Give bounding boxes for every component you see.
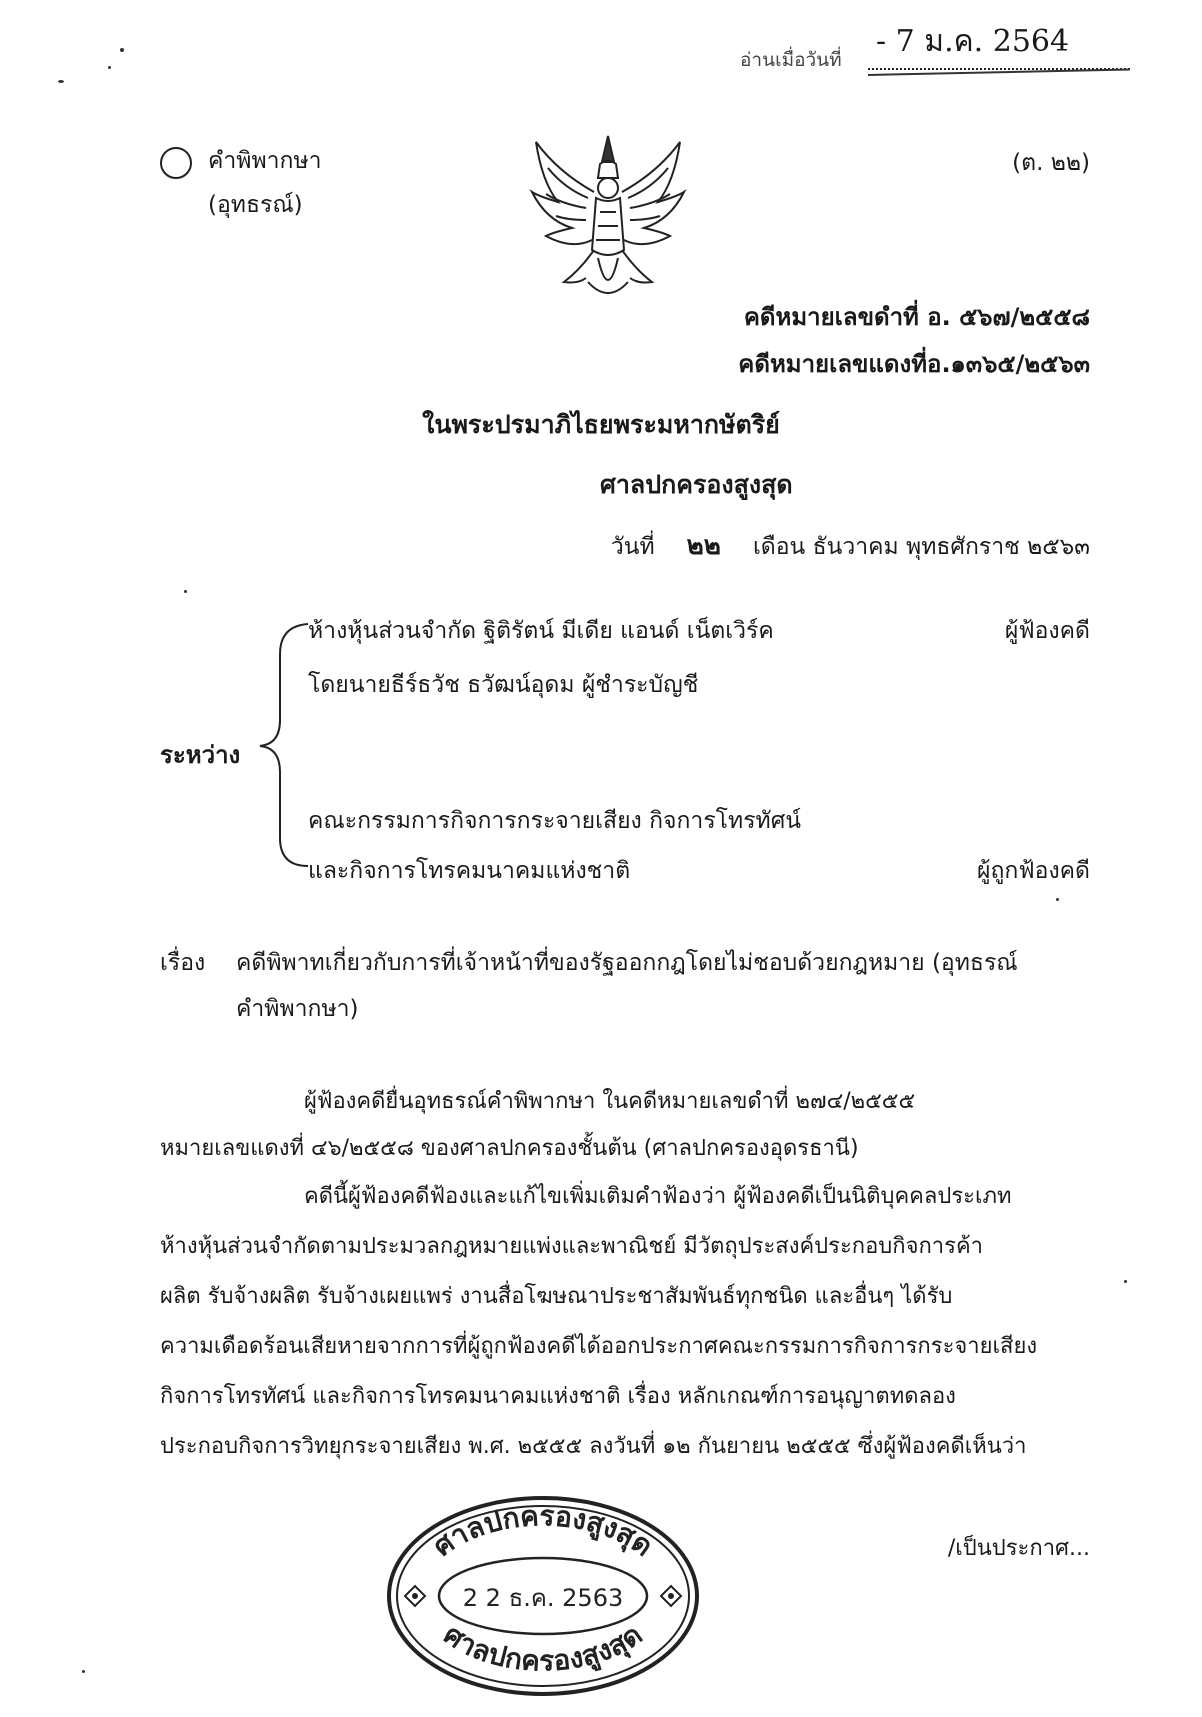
stamp-date: 2 2 ธ.ค. 2563 [462,1584,624,1612]
paragraph-2-line-2: ห้างหุ้นส่วนจำกัดตามประมวลกฎหมายแพ่งและพาณิชย์ มีวัตถุประสงค์ประกอบกิจการค้า [160,1234,984,1259]
paragraph-2-line-5: กิจการโทรทัศน์ และกิจการโทรคมนาคมแห่งชาติ เรื่อง หลักเกณฑ์การอนุญาตทดลอง [160,1384,956,1409]
paragraph-2-line-3: ผลิต รับจ้างผลิต รับจ้างเผยแพร่ งานสื่อโฆษณาประชาสัมพันธ์ทุกชนิด และอื่นๆ ได้รับ [160,1284,953,1309]
garuda-emblem-icon [528,132,688,307]
date-month-year: เดือน ธันวาคม พุทธศักราช ๒๕๖๓ [752,534,1090,560]
stamp-bottom-text: ศาลปกครองสูงสุด [437,1617,649,1678]
continuation-marker: /เป็นประกาศ... [947,1536,1090,1561]
subject-label: เรื่อง [160,950,206,976]
court-stamp [383,1490,703,1700]
plaintiff-name: ห้างหุ้นส่วนจำกัด ฐิติรัตน์ มีเดีย แอนด์ เน็ตเวิร์ค [308,618,774,644]
read-date-label: อ่านเมื่อวันที่ [740,49,842,71]
paragraph-2-line-4: ความเดือดร้อนเสียหายจากการที่ผู้ถูกฟ้องคดีได้ออกประกาศคณะกรรมการกิจการกระจายเสียง [160,1334,1038,1359]
defendant-name-line2: และกิจการโทรคมนาคมแห่งชาติ [308,858,631,884]
scan-speck [82,1670,85,1673]
document-type: คำพิพากษา [208,148,322,174]
stamp-ornament-right-icon [661,1586,681,1606]
scan-speck [108,66,111,69]
stamp-top-text: ศาลปกครองสูงสุด [426,1499,660,1563]
royal-line: ในพระปรมาภิไธยพระมหากษัตริย์ [422,410,780,439]
form-code: (ต. ๒๒) [1012,150,1090,176]
paragraph-2-line-6: ประกอบกิจการวิทยุกระจายเสียง พ.ศ. ๒๕๕๕ ลงวันที่ ๑๒ กันยายน ๒๕๕๕ ซึ่งผู้ฟ้องคดีเห็นว่า [160,1434,1027,1459]
plaintiff-role: ผู้ฟ้องคดี [1004,618,1090,644]
date-day: ๒๒ [686,531,721,561]
circle-checkbox-icon [160,147,192,179]
plaintiff-representative: โดยนายธีร์ธวัช ธวัฒน์อุดม ผู้ชำระบัญชี [308,672,699,698]
black-case-number: คดีหมายเลขดำที่ อ. ๕๖๗/๒๕๕๘ [743,303,1090,331]
stamp-ornament-left-icon [405,1586,425,1606]
scan-speck [1056,898,1059,901]
subject-line-2: คำพิพากษา) [236,996,359,1022]
court-name: ศาลปกครองสูงสุด [600,470,793,499]
judgment-date [611,525,1090,566]
scan-speck [184,590,187,593]
between-label: ระหว่าง [160,741,241,769]
paragraph-1-line-1: ผู้ฟ้องคดียื่นอุทธรณ์คำพิพากษา ในคดีหมายเลขดำที่ ๒๗๔/๒๕๕๕ [304,1089,916,1114]
paragraph-1-line-2: หมายเลขแดงที่ ๔๖/๒๕๕๘ ของศาลปกครองชั้นต้น (ศาลปกครองอุดรธานี) [160,1136,859,1161]
scan-speck [120,48,124,52]
red-case-number: คดีหมายเลขแดงที่อ.๑๓๖๕/๒๕๖๓ [738,350,1090,378]
read-date-handwritten: - 7 ม.ค. 2564 [876,24,1070,59]
defendant-role: ผู้ถูกฟ้องคดี [977,858,1090,884]
scan-speck [1124,1280,1127,1283]
subject-line-1: คดีพิพาทเกี่ยวกับการที่เจ้าหน้าที่ของรัฐออกกฎโดยไม่ชอบด้วยกฎหมาย (อุทธรณ์ [236,950,1018,976]
document-type-sub: (อุทธรณ์) [208,192,303,218]
paragraph-2-line-1: คดีนี้ผู้ฟ้องคดีฟ้องและแก้ไขเพิ่มเติมคำฟ้องว่า ผู้ฟ้องคดีเป็นนิติบุคคลประเภท [304,1184,1012,1209]
defendant-name-line1: คณะกรรมการกิจการกระจายเสียง กิจการโทรทัศน์ [308,808,802,834]
scan-speck [58,80,64,83]
date-prefix: วันที่ [610,534,655,560]
